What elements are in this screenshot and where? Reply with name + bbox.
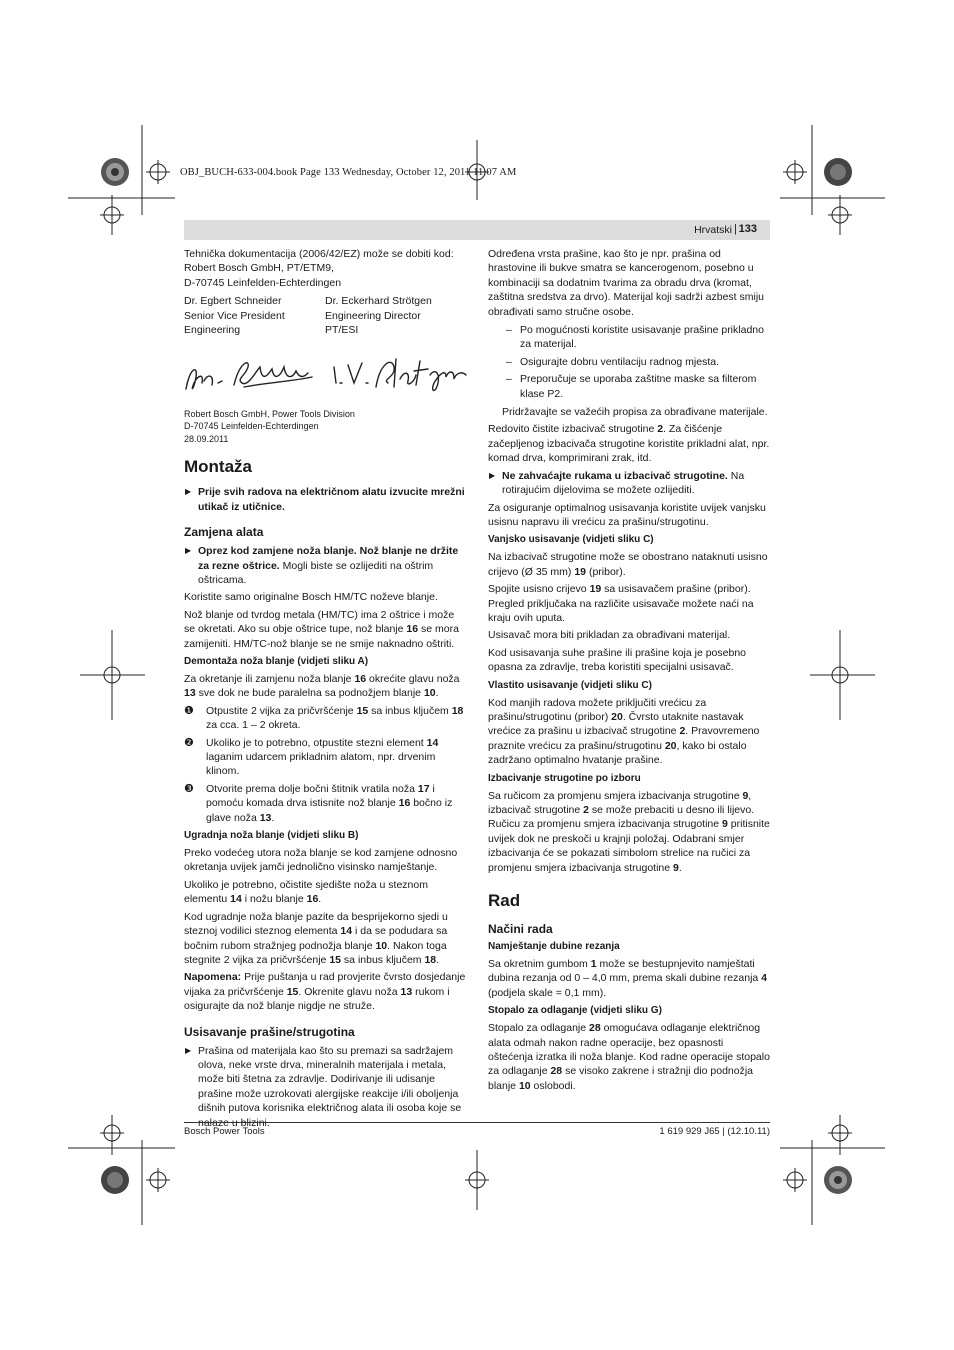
subsection-title-usisavanje: Usisavanje prašine/strugotina [184, 1024, 355, 1039]
paragraph-cutting-depth: Sa okretnim gumbom 1 može se bestupnjevito namještati dubina rezanja od 0 – 4,0 mm, prema skali dubine rezanja 4 (podjela skale = 0,1 mm). [488, 958, 768, 999]
paragraph-parking-shoe: Stopalo za odlaganje 28 omogućava odlaganje električnog alata odmah nakon radne operacije, bez opasnosti oštećenja izratka ili noža blanje. Kod radne operacije stopalo za odlaganje 28 se visoko zakrene i stražnji dio podnožja blanje 10 oslobodi. [488, 1022, 770, 1092]
handwritten-signatures [184, 353, 474, 397]
signatory-2: Dr. Eckerhard Strötgen Engineering Director PT/ESI [325, 295, 432, 337]
label-external-extraction: Vanjsko usisavanje (vidjeti sliku C) [488, 534, 654, 546]
right-column [488, 247, 770, 1096]
print-info-line: OBJ_BUCH-633-004.book Page 133 Wednesday, October 12, 2011 11:07 AM [180, 167, 517, 178]
step-3-icon: ❸ [184, 782, 194, 795]
label-parking-shoe: Stopalo za odlaganje (vidjeti sliku G) [488, 1005, 662, 1017]
list-item: – Osigurajte dobru ventilaciju radnog mjesta. [488, 355, 770, 369]
paragraph-external-1: Na izbacivač strugotine može se obostrano nataknuti usisno crijevo (Ø 35 mm) 19 (pribor). [488, 551, 768, 578]
step-2: ❷ Ukoliko je to potrebno, otpustite stezni element 14 laganim udarcem prikladnim alatom, npr. drvenim klinom. [184, 736, 439, 778]
footer-left: Bosch Power Tools [184, 1126, 265, 1137]
paragraph-own-extraction: Kod manjih radova možete priključiti vrećicu za prašinu/strugotinu (pribor) 20. Čvrsto utaknite nastavak vrećice za prašinu u izbacivač strugotine 2. Pravovremeno praznite vrećicu za prašinu/strugotinu 20, kako bi ostalo zadržano optimalno hvatanje prašine. [488, 696, 760, 767]
paragraph-original-knives: Koristite samo originalne Bosch HM/TC noževe blanje. [184, 591, 438, 604]
paragraph-ugradnja-1: Preko vodećeg utora noža blanje se kod zamjene odnosno okretanja uvijek jamči jednolično visinsko namještanje. [184, 847, 458, 874]
tech-doc-block: Tehnička dokumentacija (2006/42/EZ) može se dobiti kod: Robert Bosch GmbH, PT/ETM9, D-70745 Leinfelden-Echterdingen [184, 248, 454, 289]
paragraph-external-3: Usisavač mora biti prikladan za obrađivani materijal. [488, 629, 731, 642]
paragraph-ugradnja-2: Ukoliko je potrebno, očistite sjedište noža u steznom elementu 14 i nožu blanje 16. [184, 878, 428, 906]
paragraph-chip-ejection: Sa ručicom za promjenu smjera izbacivanja strugotine 9, izbacivač strugotine 2 se može prebaciti u desno ili lijevo. Ručicu za promjenu smjera izbacivanja strugotine 9 pritisnite uvijek dok ne preskoči u krajnji položaj. Odabrani smjer izbacivanja će se pokazati simbolom strelice na ručici za promjenu smjera izbacivanja strugotine 9. [488, 789, 770, 874]
step-2-icon: ❷ [184, 736, 194, 749]
paragraph-dust: Određena vrsta prašine, kao što je npr. prašina od hrastovine ili bukve smatra se kancerogenom, posebno u kombinaciji sa dodatnim tvarima za obradu drva (kromat, zaštitna sredstva za drvo). Materijal koji sadrži azbest smiju obrađivati samo stručne osobe. [488, 248, 765, 318]
label-chip-ejection: Izbacivanje strugotine po izboru [488, 772, 641, 784]
step-3: ❸ Otvorite prema dolje bočni štitnik vratila noža 17 i pomoću komada drva istisnite nož blanje 16 bočno iz glave noža 13. [184, 782, 453, 824]
signatories [184, 294, 466, 337]
paragraph-clean-ejector: Redovito čistite izbacivač strugotine 2. Za čišćenje začepljenog izbacivača strugotine koristite prikladni alat, npr. komad drva, komprimirani zrak, itd. [488, 423, 770, 465]
subsection-title-nacini: Načini rada [488, 922, 553, 937]
warning-usisavanje: ▶ Prašina od materijala kao što su premazi sa sadržajem olova, neke vrste drva, mineralnih materijala i metala, može biti štetna za zdravlje. Dodirivanje ili udisanje prašine može uzrokovati alergijske reakcije i/ili oboljenja dišnih putova korisnika električnog alata ili osoba koje se [184, 1044, 466, 1130]
warning-montaza: ▶ Prije svih radova na električnom alatu izvucite mrežni utikač iz utičnice. [184, 485, 466, 514]
paragraph-regulations: Pridržavajte se važećih propisa za obrađivane materijale. [502, 406, 768, 419]
section-title-rad: Rad [488, 891, 521, 911]
left-column [184, 247, 466, 1133]
footer-divider [184, 1122, 770, 1123]
page-header [184, 220, 770, 240]
header-language: Hrvatski [694, 224, 732, 236]
step-1: ❶ Otpustite 2 vijka za pričvršćenje 15 sa inbus ključem 18 za cca. 1 – 2 okreta. [184, 704, 464, 732]
company-block: Robert Bosch GmbH, Power Tools Division D-70745 Leinfelden-Echterdingen 28.09.2011 [184, 408, 355, 444]
warning-hands: ▶ Ne zahvaćajte rukama u izbacivač strugotine. Na rotirajućim dijelovima se možete ozlijediti. [488, 469, 770, 498]
paragraph-napomena: Napomena: Prije puštanja u rad provjerite čvrsto dosjedanje vijaka za pričvršćenje 15. Okrenite glavu noža 13 rukom i osigurajte da nož blanje nigdje ne struže. [184, 971, 466, 1013]
subsection-title-zamjena: Zamjena alata [184, 525, 264, 540]
paragraph-ugradnja-3: Kod ugradnje noža blanje pazite da besprijekorno sjedi u steznoj vodilici steznog elementa 14 i da se podudara sa bočnim rubom stražnjeg podnožja blanje 10. Nakon toga stegnite 2 vijka za pričvršćenje 15 sa inbus ključem 18. [184, 910, 448, 966]
list-item: – Po mogućnosti koristite usisavanje prašine prikladno za materijal. [488, 323, 770, 352]
label-ugradnja: Ugradnja noža blanje (vidjeti sliku B) [184, 830, 359, 842]
signatory-1: Dr. Egbert Schneider Senior Vice President Engineering [184, 295, 285, 337]
paragraph-external-2: Spojite usisno crijevo 19 sa usisavačem prašine (pribor). Pregled priključaka na različite usisavače možete naći na kraju ovih uputa. [488, 583, 754, 624]
section-title-montaza: Montaža [184, 457, 252, 477]
paragraph-hm-knife: Nož blanje od tvrdog metala (HM/TC) ima 2 oštrice i može se okretati. Ako su obje oštrice tupe, nož blanje 16 se mora zamijeniti. HM/TC-nož blanje se ne smije naknadno oštriti. [184, 608, 459, 650]
dust-recommendations [488, 323, 770, 401]
label-demontaza: Demontaža noža blanje (vidjeti sliku A) [184, 656, 369, 667]
label-cutting-depth: Namještanje dubine rezanja [488, 941, 620, 953]
footer-right: 1 619 929 J65 | (12.10.11) [659, 1126, 770, 1137]
header-page-number: 133 [738, 223, 757, 235]
paragraph-demontaza: Za okretanje ili zamjenu noža blanje 16 okrećite glavu noža 13 sve dok ne bude paralelna sa podnožjem blanje 10. [184, 673, 460, 700]
label-own-extraction: Vlastito usisavanje (vidjeti sliku C) [488, 679, 652, 691]
header-separator: | [734, 223, 737, 235]
step-1-icon: ❶ [184, 704, 194, 717]
list-item: – Preporučuje se uporaba zaštitne maske sa filterom klase P2. [488, 372, 770, 401]
paragraph-external-4: Kod usisavanja suhe prašine ili prašine koja je posebno opasna za zdravlje, treba koristiti specijalni usisavač. [488, 646, 746, 674]
paragraph-optimal-extraction: Za osiguranje optimalnog usisavanja koristite uvijek vanjsku usisnu napravu ili vrećicu za prašinu/strugotinu. [488, 501, 766, 528]
warning-zamjena: ▶ Oprez kod zamjene noža blanje. Nož blanje ne držite za rezne oštrice. Mogli biste se ozlijediti na oštrim oštricama. [184, 544, 466, 587]
